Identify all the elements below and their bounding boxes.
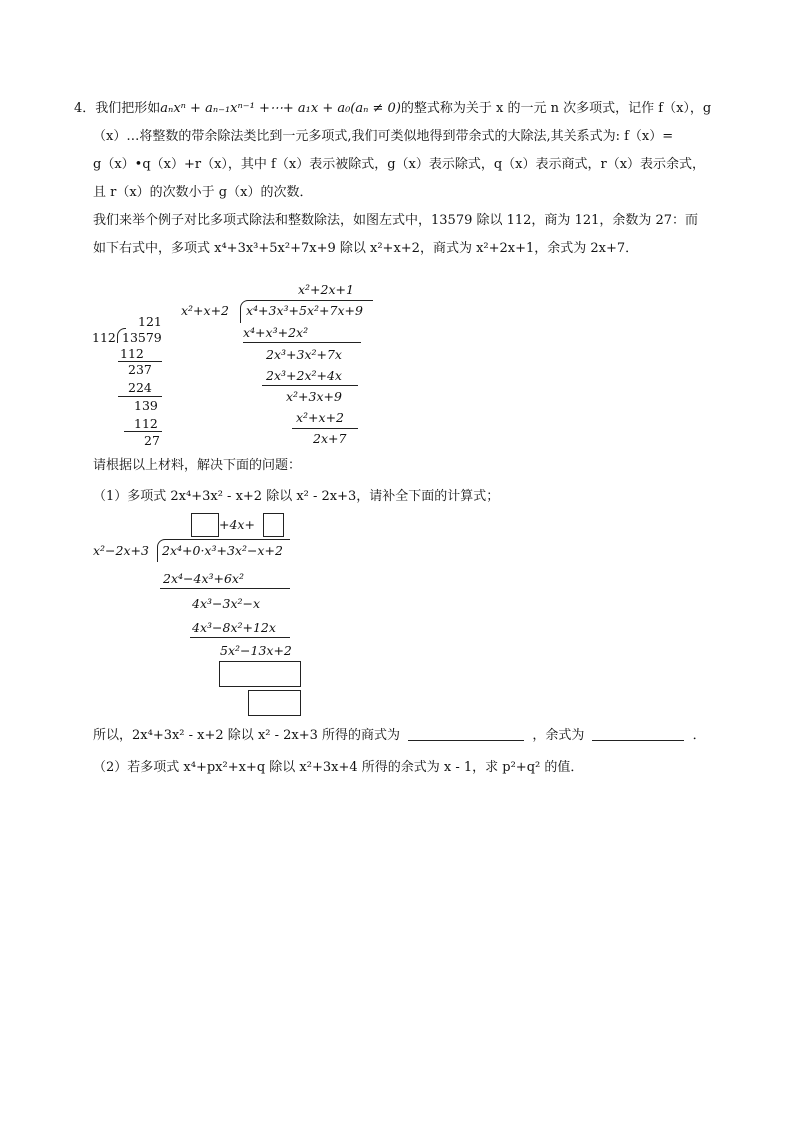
problem-intro [74, 95, 743, 263]
exercise-rule-1 [160, 588, 290, 589]
int-step-3: 224 [128, 380, 152, 395]
int-rule-3 [124, 431, 162, 432]
conclusion-line [93, 728, 706, 744]
int-step-4: 139 [134, 398, 158, 413]
problem-number: 4． [74, 101, 96, 116]
intro-text-b: 的整式称为关于 x 的一元 n 次多项式，记作 f（x），g [400, 101, 712, 116]
poly-step-5: x²+x+2 [296, 410, 345, 425]
int-rule-2 [118, 396, 162, 397]
conclusion-text-a: 所以，2x⁴+3x² - x+2 除以 x² - 2x+3 所得的商式为 [93, 728, 401, 743]
int-step-1: 112 [120, 346, 144, 361]
intro-line-4: 且 r（x）的次数小于 g（x）的次数． [93, 185, 313, 200]
intro-line-1 [74, 95, 724, 123]
exercise-blank-box-4[interactable] [248, 690, 301, 716]
conclusion-text-c: ． [692, 728, 706, 743]
poly-dividend: x⁴+3x³+5x²+7x+9 [246, 303, 363, 318]
poly-remainder: 2x+7 [313, 431, 347, 446]
int-remainder: 27 [144, 433, 160, 448]
int-divisor: 112 [92, 330, 116, 345]
poly-rule-1 [243, 342, 361, 343]
part-1-prompt: （1）多项式 2x⁴+3x² - x+2 除以 x² - 2x+3，请补全下面的计算式； [93, 489, 500, 504]
poly-overline [248, 300, 373, 301]
quotient-blank-box-2[interactable] [263, 513, 284, 537]
poly-rule-2 [262, 385, 358, 386]
exercise-step-2: 4x³−3x²−x [192, 596, 261, 611]
poly-divisor: x²+x+2 [181, 303, 230, 318]
quotient-blank-box-1[interactable] [191, 513, 219, 537]
intro-line-3: g（x）•q（x）+r（x），其中 f（x）表示被除式，g（x）表示除式，q（x）表示商式，r（x）表示余式， [93, 157, 706, 172]
poly-step-3: 2x³+2x²+4x [266, 368, 342, 383]
quotient-answer-blank[interactable] [408, 728, 524, 741]
exercise-step-1: 2x⁴−4x³+6x² [163, 571, 244, 586]
intro-line-2: （x）…将整数的带余除法类比到一元多项式,我们可类似地得到带余式的大除法,其关系式为: f（x）= [93, 129, 674, 144]
exercise-overline [165, 539, 290, 540]
int-dividend: 13579 [122, 330, 162, 345]
exercise-divisor: x²−2x+3 [93, 543, 149, 558]
conclusion-text-b: ，余式为 [532, 728, 585, 743]
part-2-prompt: （2）若多项式 x⁴+px²+x+q 除以 x²+3x+4 所得的余式为 x - 1，求 p²+q² 的值． [93, 760, 584, 775]
poly-step-4: x²+3x+9 [286, 389, 342, 404]
intro-text-a: 我们把形如 [95, 101, 161, 116]
exercise-dividend: 2x⁴+0·x³+3x²−x+2 [162, 543, 283, 558]
poly-rule-3 [292, 428, 358, 429]
example-line-2: 如下右式中，多项式 x⁴+3x³+5x²+7x+9 除以 x²+x+2，商式为 x²+2x+1，余式为 2x+7． [93, 241, 639, 256]
poly-step-1: x⁴+x³+2x² [243, 325, 309, 340]
int-step-2: 237 [128, 362, 152, 377]
int-quotient: 121 [138, 314, 162, 329]
exercise-rule-2 [190, 637, 290, 638]
exercise-quotient-middle: +4x+ [219, 517, 255, 532]
example-line-1: 我们来举个例子对比多项式除法和整数除法，如图左式中，13579 除以 112，商为 121，余数为 27：而 [93, 213, 699, 228]
intro-formula: aₙxⁿ + aₙ₋₁xⁿ⁻¹ +⋯+ a₁x + a₀(aₙ ≠ 0) [160, 101, 401, 116]
int-step-5: 112 [134, 416, 158, 431]
remainder-answer-blank[interactable] [592, 728, 684, 741]
exercise-blank-box-3[interactable] [219, 661, 301, 687]
poly-step-2: 2x³+3x²+7x [266, 347, 342, 362]
exercise-step-4: 5x²−13x+2 [220, 643, 292, 658]
poly-quotient: x²+2x+1 [298, 282, 354, 297]
task-intro: 请根据以上材料，解决下面的问题： [93, 458, 302, 473]
exercise-step-3: 4x³−8x²+12x [192, 620, 276, 635]
